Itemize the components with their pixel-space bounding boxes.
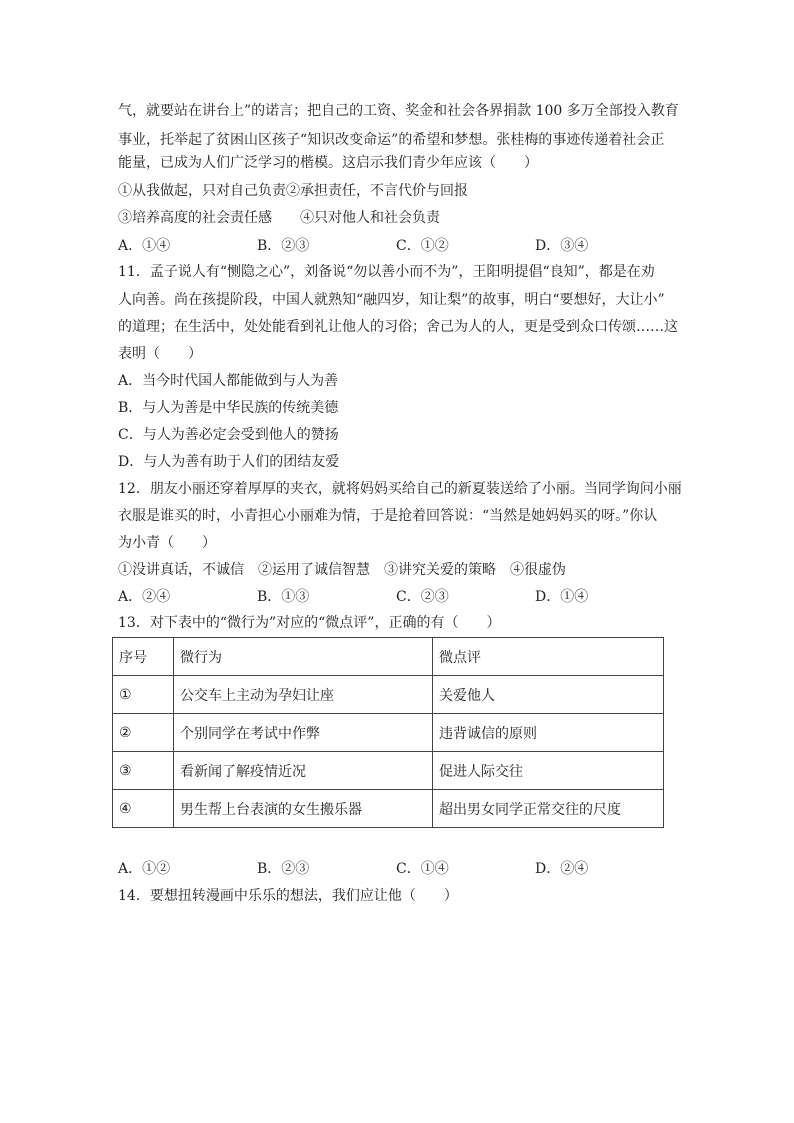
q12-line-2: 衣服是谁买的时，小青担心小丽难为情，于是抢着回答说：“当然是她妈妈买的呀。”你认 (118, 508, 658, 524)
q10-option-a: A．①④ (118, 238, 171, 254)
table-cell: 超出男女同学正常交往的尺度 (433, 790, 664, 828)
q13-option-d: D．②④ (535, 861, 589, 877)
table-cell: 看新闻了解疫情近况 (174, 752, 433, 790)
q10-option-b: B．②③ (257, 238, 310, 254)
table-cell: 关爱他人 (433, 676, 664, 714)
q11-line-1: 11．孟子说人有“恻隐之心”，刘备说“勿以善小而不为”，王阳明提倡“良知”，都是在劝 (118, 264, 655, 280)
q13-option-c: C．①④ (396, 861, 449, 877)
q10-statement-1: ①从我做起，只对自己负责②承担责任，不言代价与回报 (118, 183, 468, 199)
table-cell: 违背诚信的原则 (433, 714, 664, 752)
q12-option-c: C．②③ (396, 589, 449, 605)
table-row (113, 676, 664, 714)
table-cell: ① (113, 676, 174, 714)
table-cell: 男生帮上台表演的女生搬乐器 (174, 790, 433, 828)
table-row (113, 790, 664, 828)
q13-table (112, 637, 664, 828)
table-header-cell: 序号 (113, 638, 174, 676)
q11-choice-c: C．与人为善必定会受到他人的赞扬 (118, 427, 339, 443)
q11-line-4: 表明（ ） (118, 346, 202, 362)
q14-line: 14．要想扭转漫画中乐乐的想法，我们应让他（ ） (118, 888, 458, 904)
q12-line-1: 12．朋友小丽还穿着厚厚的夹衣，就将妈妈买给自己的新夏装送给了小丽。当同学询问小丽 (118, 481, 682, 497)
q11-choice-d: D．与人为善有助于人们的团结友爱 (118, 454, 340, 470)
table-row (113, 714, 664, 752)
q10-statement-2: ③培养高度的社会责任感 ④只对他人和社会负责 (118, 210, 440, 226)
q13-option-a: A．①② (118, 861, 171, 877)
q10-line-3: 能量，已成为人们广泛学习的楷模。这启示我们青少年应该（ ） (118, 155, 538, 171)
table-cell: ③ (113, 752, 174, 790)
table-cell: ② (113, 714, 174, 752)
q12-statements: ①没讲真话，不诚信 ②运用了诚信智慧 ③讲究关爱的策略 ④很虚伪 (118, 562, 566, 578)
q10-line-1: 气，就要站在讲台上”的诺言；把自己的工资、奖金和社会各界捐款 100 多万全部投入教育 (118, 103, 679, 119)
q10-option-d: D．③④ (535, 238, 589, 254)
table-cell: ④ (113, 790, 174, 828)
q12-option-b: B．①③ (257, 589, 310, 605)
q12-line-3: 为小青（ ） (118, 535, 216, 551)
table-cell: 个别同学在考试中作弊 (174, 714, 433, 752)
q13-option-b: B．②③ (257, 861, 310, 877)
q12-option-d: D．①④ (535, 589, 589, 605)
table-cell: 促进人际交往 (433, 752, 664, 790)
table-header-cell: 微点评 (433, 638, 664, 676)
q11-choice-b: B．与人为善是中华民族的传统美德 (118, 400, 339, 416)
q10-line-2: 事业，托举起了贫困山区孩子“知识改变命运”的希望和梦想。张桂梅的事迹传递着社会正 (118, 132, 665, 148)
q10-option-c: C．①② (396, 238, 449, 254)
table-cell: 公交车上主动为孕妇让座 (174, 676, 433, 714)
q11-line-3: 的道理；在生活中，处处能看到礼让他人的习俗；舍己为人的人，更是受到众口传颂……这 (118, 319, 678, 335)
table-header-cell: 微行为 (174, 638, 433, 676)
q13-line: 13．对下表中的“微行为”对应的“微点评”，正确的有（ ） (118, 615, 501, 631)
q11-line-2: 人向善。尚在孩提阶段，中国人就熟知“融四岁，知让梨”的故事，明白“要想好，大让小” (118, 292, 665, 308)
q11-choice-a: A．当今时代国人都能做到与人为善 (118, 373, 339, 389)
table-row (113, 752, 664, 790)
table-header-row (113, 638, 664, 676)
q12-option-a: A．②④ (118, 589, 171, 605)
